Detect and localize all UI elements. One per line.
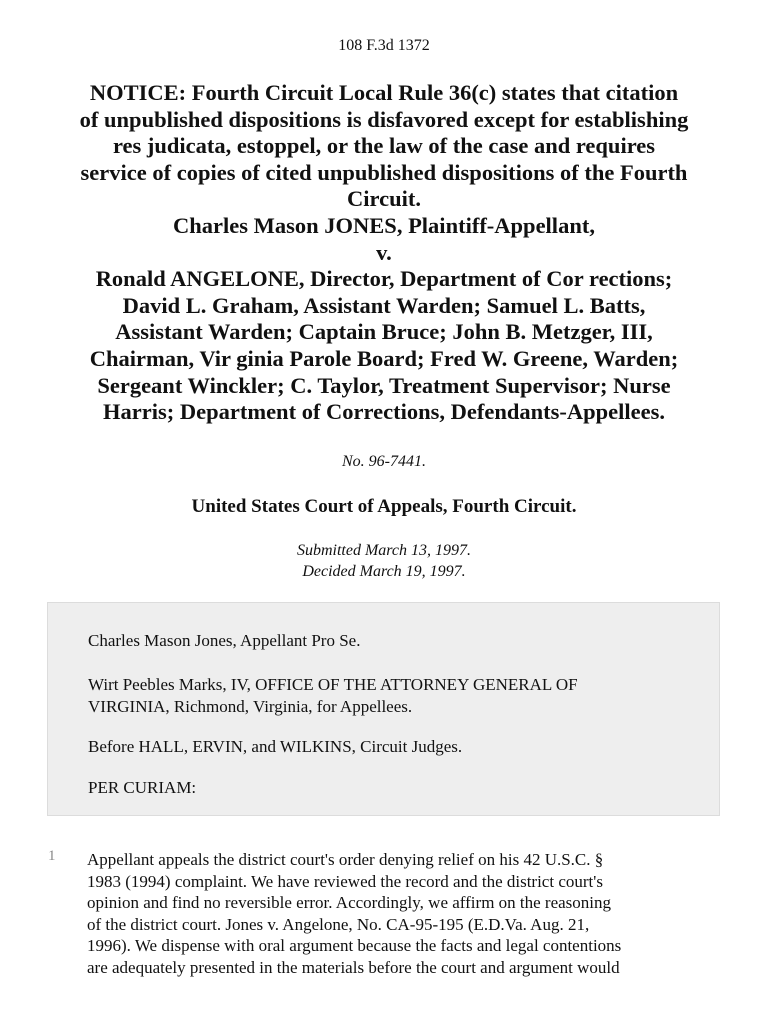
defendants-line: David L. Graham, Assistant Warden; Samuel L. Batts,	[122, 292, 646, 318]
appellees-counsel-line: Wirt Peebles Marks, IV, OFFICE OF THE ATTORNEY GENERAL OF	[88, 675, 578, 694]
submitted-date: Submitted March 13, 1997.	[296, 542, 472, 559]
opinion-line: Appellant appeals the district court's order denying relief on his 42 U.S.C. §	[87, 850, 604, 869]
versus-label: v.	[376, 239, 392, 265]
plaintiff-party: Charles Mason JONES, Plaintiff-Appellant,	[173, 212, 595, 238]
defendants-line: Harris; Department of Corrections, Defendants-Appellees.	[103, 399, 665, 425]
per-curiam-label: PER CURIAM:	[88, 778, 197, 797]
case-citation: 108 F.3d 1372	[338, 37, 430, 54]
opinion-line: 1983 (1994) complaint. We have reviewed the record and the district court's	[87, 871, 603, 891]
appellant-counsel: Charles Mason Jones, Appellant Pro Se.	[88, 631, 361, 650]
defendants-line: Chairman, Vir ginia Parole Board; Fred W. Greene, Warden;	[89, 345, 679, 371]
decision-dates	[0, 540, 768, 582]
defendants-line: Assistant Warden; Captain Bruce; John B. Metzger, III,	[115, 319, 653, 345]
docket-number: No. 96-7441.	[342, 453, 426, 470]
opinion-line: opinion and find no reversible error. Accordingly, we affirm on the reasoning	[87, 893, 612, 912]
opinion-line: 1996). We dispense with oral argument because the facts and legal contentions	[87, 936, 622, 955]
notice-line: of unpublished dispositions is disfavored except for establishing	[79, 106, 689, 132]
notice-line: res judicata, estoppel, or the law of the case and requires	[112, 133, 656, 159]
judges-panel: Before HALL, ERVIN, and WILKINS, Circuit Judges.	[88, 737, 463, 756]
defendants-line: Ronald ANGELONE, Director, Department of Cor rections;	[95, 266, 673, 292]
decided-date: Decided March 19, 1997.	[302, 563, 466, 580]
appellees-counsel-line: VIRGINIA, Richmond, Virginia, for Appellees.	[88, 697, 413, 716]
opinion-paragraph	[87, 849, 727, 978]
counsel-box	[47, 602, 720, 816]
paragraph-number: 1	[48, 848, 56, 864]
notice-line: Circuit.	[347, 186, 421, 212]
opinion-line: of the district court. Jones v. Angelone, No. CA-95-195 (E.D.Va. Aug. 21,	[87, 914, 590, 934]
notice-line: service of copies of cited unpublished dispositions of the Fourth	[80, 159, 688, 185]
court-name: United States Court of Appeals, Fourth Circuit.	[191, 496, 577, 517]
defendants-line: Sergeant Winckler; C. Taylor, Treatment Supervisor; Nurse	[97, 372, 671, 398]
notice-line: NOTICE: Fourth Circuit Local Rule 36(c) states that citation	[89, 80, 679, 105]
case-caption	[40, 80, 728, 426]
opinion-line: are adequately presented in the materials before the court and argument would	[87, 957, 620, 977]
